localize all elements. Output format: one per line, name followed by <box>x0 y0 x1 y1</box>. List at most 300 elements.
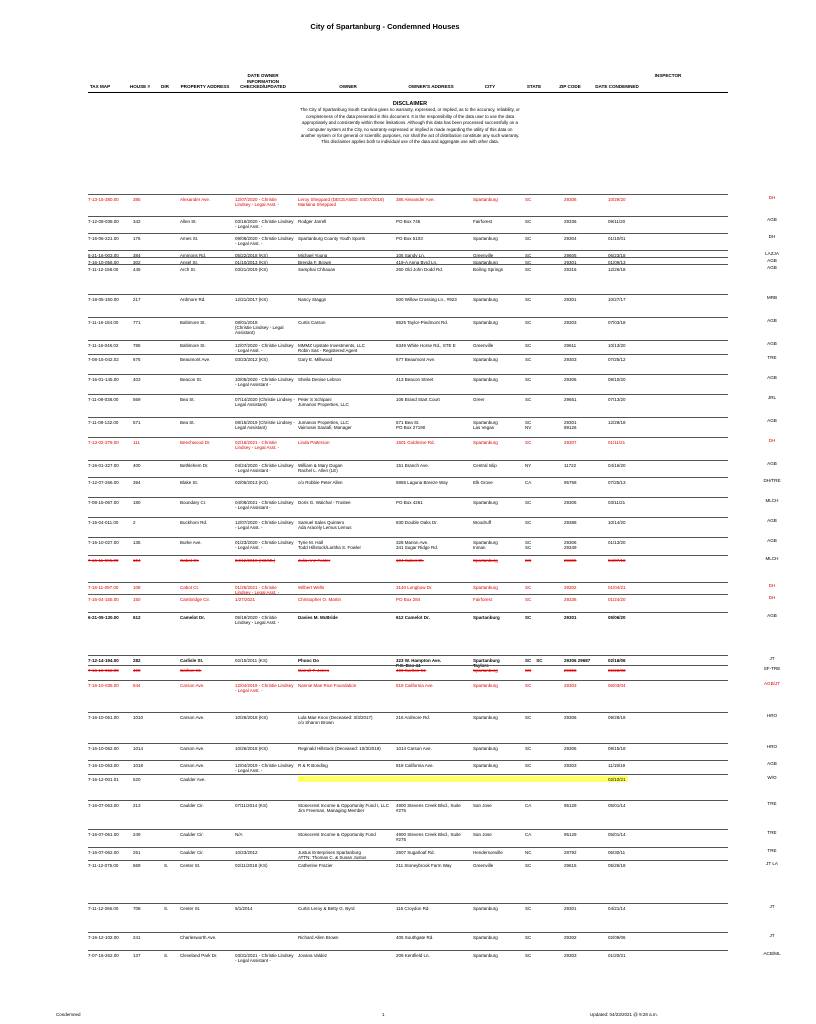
tax-map-cell: 7-16-10-052.00 <box>88 746 119 751</box>
date-condemned-cell: 02/09/06 <box>608 935 626 940</box>
owners-address-cell: 216 Ardmore Rd. <box>396 715 431 720</box>
owner-cell: Richard Allen Brown <box>298 935 339 940</box>
owners-address-cell: 830 Double Oaks Dr. <box>396 520 438 525</box>
date-condemned-cell: 07/03/18 <box>608 320 626 325</box>
zip-cell: 11722 <box>564 463 577 468</box>
row-divider <box>88 903 728 904</box>
date-updated-cell: 5/1/2014 <box>235 906 253 911</box>
property-address-cell: Beaumont Ave. <box>180 357 211 362</box>
zip-cell: 29303 <box>564 320 577 325</box>
inspector-cell: AGB <box>767 375 777 380</box>
property-address-cell: Carson Ave. <box>180 746 205 751</box>
date-condemned-cell: 01/10/01 <box>608 236 626 241</box>
zip-cell: 28792 <box>564 850 577 855</box>
row-divider <box>88 317 728 318</box>
house-cell: 708 <box>133 906 141 911</box>
state-cell: SC <box>525 863 532 868</box>
date-updated-cell: 03/31/2021 - Christie Lindsey - Legal Assistant - <box>235 953 294 964</box>
date-updated-cell: 02/15/2011 (KS) <box>235 658 268 663</box>
row-divider <box>88 712 728 713</box>
owner-cell: c/o Robbie Peter Allen <box>298 480 343 485</box>
owner-cell: Catherine Frazier <box>298 863 333 868</box>
house-cell: 251 <box>133 850 141 855</box>
house-cell: 571 <box>133 420 141 425</box>
date-condemned-cell: 01/09/13 <box>608 260 626 265</box>
property-address-cell: Cambridge Cir. <box>180 597 211 602</box>
owners-address-cell: 5865 Laguna Breeze Way <box>396 480 448 485</box>
property-address-cell: Camelot Dr. <box>180 615 206 620</box>
date-updated-cell: 03/23/2012 (KS) <box>235 357 268 362</box>
zip-cell: 29307 <box>564 440 577 445</box>
state-cell: SC <box>525 953 532 958</box>
property-address-cell: Buckhorn Rd. <box>180 520 208 525</box>
row-divider <box>88 374 728 375</box>
property-address-cell: Burke Ave. <box>180 540 202 545</box>
owner-cell: Wilbert Wells <box>298 585 325 590</box>
zip-cell: 29301 <box>564 615 577 620</box>
date-updated-cell: 03/16/2020 - Christie Lindsey - Legal Asst. - <box>235 219 294 230</box>
owners-address-cell: 4900 Stevens Creek Blvd., Suite #275 <box>396 803 461 814</box>
row-divider <box>88 417 728 418</box>
date-updated-cell: 02/05/2013 (KS) <box>235 480 268 485</box>
city-cell: Central Islip <box>473 463 497 468</box>
date-condemned-cell: 06/23/18 <box>608 253 626 258</box>
owners-address-cell: 328 Marion Ave. 341 Sugar Ridge Rd. <box>396 540 439 551</box>
date-updated-cell: 02/18/2021 - Christie Lindsey - Legal Asst. - <box>235 440 280 451</box>
tax-map-cell: 6-21-16-003.00 <box>88 253 119 258</box>
owners-address-cell: 106 Brand Start Court <box>396 397 440 402</box>
dir-cell: S. <box>164 953 169 958</box>
owner-cell: Curtis Leroy & Betty G. Byrd <box>298 906 355 911</box>
tax-map-cell: 7-16-04-155.00 <box>88 597 119 602</box>
owner-cell: Tyrie M. Hall Todd Hillstock/Laritha S. Fowler <box>298 540 362 551</box>
owner-cell: Spartanburg County Youth Sports <box>298 236 366 241</box>
date-updated-cell: 12/07/2020 - Christie Lindsey - Legal Asst. - <box>235 343 294 354</box>
owners-address-cell: 2507 Sugarloaf Rd. <box>396 850 435 855</box>
inspector-cell: DH/TRE <box>763 478 781 483</box>
state-cell: CA <box>525 803 532 808</box>
owner-cell: William & Mary Dugan Rachel L. Allen (LE) <box>298 463 343 474</box>
date-updated-cell: 10/23/2012 <box>235 850 258 855</box>
owners-address-cell: 260 Old John Dodd Rd. <box>396 267 444 272</box>
owner-cell: Curtis Carson <box>298 320 326 325</box>
city-cell: Greenville <box>473 253 494 258</box>
state-cell: SC <box>525 297 532 302</box>
inspector-cell: AGB <box>767 461 777 466</box>
dir-cell: S. <box>164 906 169 911</box>
row-divider <box>88 477 728 478</box>
tax-map-cell: 7-16-10-051.00 <box>88 715 119 720</box>
owner-cell: Doris G. Walchal - Trustee <box>298 500 351 505</box>
date-updated-cell: 01/25/2021 - Christie Lindsey - Legal Asst. - <box>235 585 280 596</box>
row-divider <box>88 340 728 341</box>
state-cell: NC <box>525 850 532 855</box>
date-updated-cell: 09/08/2020 - Christie Lindsey - Legal Asst. - <box>235 236 294 247</box>
date-condemned-cell: 01/13/20 <box>608 540 626 545</box>
tax-map-cell: 7-16-07-062.00 <box>88 850 119 855</box>
property-address-cell: Boundary Cr. <box>180 500 207 505</box>
date-updated-cell: 1/27/2021 <box>235 597 256 602</box>
owner-cell: MMMZ Upstate Investments, LLC Robin Sas - Registered Agent <box>298 343 366 354</box>
city-cell: Fairforest <box>473 597 493 602</box>
header-owners-address: OWNER'S ADDRESS <box>408 83 454 89</box>
row-divider <box>88 394 728 395</box>
row-divider <box>88 612 728 613</box>
date-updated-cell: 04/08/2021 - Christie Lindsey - Legal Assistant - <box>235 500 294 511</box>
tax-map-cell: 7-16-10-052.00 <box>88 668 119 673</box>
zip-cell: 29304 <box>564 236 577 241</box>
owners-address-cell: 571 Bea St. PO Box 27190 <box>396 420 426 431</box>
zip-cell: 29303 <box>564 763 577 768</box>
zip-cell: 29306 <box>564 746 577 751</box>
state-cell: SC <box>525 668 532 673</box>
property-address-cell: Center St. <box>180 906 201 911</box>
date-updated-cell: 12/04/2019 - Christie Lindsey - Legal Asst. - <box>235 683 294 694</box>
date-condemned-cell: 09/28/18 <box>608 715 626 720</box>
inspector-cell: MLCH <box>765 498 779 503</box>
property-address-cell: Ansel St. <box>180 260 199 265</box>
house-cell: 2 <box>133 520 136 525</box>
owner-cell: Nannie Mae Rice Foundation <box>298 683 357 688</box>
tax-map-cell: 7-11-12-266.00 <box>88 906 119 911</box>
owners-address-cell: 385 Alexander Ave. <box>396 197 435 202</box>
inspector-cell: W/O <box>767 775 777 780</box>
property-address-cell: Baltimore St. <box>180 320 206 325</box>
date-updated-cell: 04/12/2018 (KB/ML) <box>235 558 276 563</box>
property-address-cell: Charlesworth Ave. <box>180 935 217 940</box>
tax-map-cell: 7-08-15-067.00 <box>88 500 119 505</box>
row-divider <box>88 194 728 195</box>
owners-address-cell: 1601 Goldmine Rd. <box>396 440 435 445</box>
city-cell: Spartanburg <box>473 320 498 325</box>
header-tax-map: TAX MAP <box>89 83 111 89</box>
date-condemned-cell: 01/11/21 <box>608 440 626 445</box>
city-cell: Greer <box>473 397 485 402</box>
highlight-bar <box>298 776 628 782</box>
state-cell: SC <box>525 219 532 224</box>
state-cell: SC <box>525 715 532 720</box>
city-cell: Hendersonville <box>473 850 503 855</box>
date-updated-cell: 04/24/2020 - Christie Lindsey - Legal Assistant - <box>235 463 294 474</box>
date-condemned-cell: 05/06/20 <box>608 615 626 620</box>
date-condemned-cell: 12/28/18 <box>608 420 626 425</box>
house-cell: 771 <box>133 320 141 325</box>
city-cell: San Jose <box>473 803 492 808</box>
date-condemned-cell: 05/01/14 <box>608 803 626 808</box>
date-condemned-cell: 12/26/18 <box>608 267 626 272</box>
date-condemned-cell: 09/10/20 <box>608 377 626 382</box>
state-cell: SC <box>525 377 532 382</box>
city-cell: Spartanburg <box>473 377 498 382</box>
row-divider <box>88 582 728 583</box>
city-cell: Spartanburg Taylors <box>473 658 500 669</box>
date-condemned-cell: 04/21/14 <box>608 906 626 911</box>
property-address-cell: Ames St. <box>180 236 199 241</box>
house-cell: 176 <box>133 236 141 241</box>
disclaimer-title: DISCLAIMER <box>392 101 428 107</box>
property-address-cell: Arch St. <box>180 267 197 272</box>
inspector-cell: AGB <box>767 217 777 222</box>
row-divider <box>88 950 728 951</box>
owner-cell: Rodger Jarrell <box>298 219 327 224</box>
inspector-cell: AGB <box>767 538 777 543</box>
footer-updated: Updated: 04/23/2021 @ 9:28 a.m. <box>590 1012 658 1017</box>
state-cell: SC <box>525 763 532 768</box>
date-condemned-cell: 06/30/11 <box>608 850 626 855</box>
state-cell: SC <box>525 906 532 911</box>
state-cell: SC <box>525 260 532 265</box>
owners-address-cell: PO Box 284 <box>396 597 421 602</box>
date-updated-cell: 07/14/2020 (Christie Lindsey - Legal Assistant) <box>235 397 296 408</box>
city-cell: Spartanburg <box>473 953 498 958</box>
tax-map-cell: 7-11-16-046.02 <box>88 343 119 348</box>
date-updated-cell: 01/10/2013 (KS) <box>235 260 268 265</box>
date-updated-cell: 12/07/2020 - Christie Lindsey - Legal Asst. - <box>235 520 294 531</box>
owners-address-cell: 413 Beacon Street <box>396 377 434 382</box>
property-address-cell: Bea St. <box>180 397 195 402</box>
tax-map-cell: 7-11-08-132.00 <box>88 420 119 425</box>
property-address-cell: Carlisle St. <box>180 658 204 663</box>
house-cell: 675 <box>133 357 141 362</box>
zip-cell: 29301 <box>564 906 577 911</box>
owner-cell: Sheila Denise Lebron <box>298 377 342 382</box>
property-address-cell: Allen St. <box>180 219 197 224</box>
property-address-cell: Caulder Ave. <box>180 777 206 782</box>
state-cell: SC <box>525 746 532 751</box>
house-cell: 108 <box>133 585 141 590</box>
zip-cell: 29306 29349 <box>564 540 577 551</box>
property-address-cell: Ardmore Rd. <box>180 297 206 302</box>
property-address-cell: Baltimore St. <box>180 343 206 348</box>
state-cell: SC <box>525 935 532 940</box>
state-cell: SC <box>525 197 532 202</box>
state-cell: SC <box>525 253 532 258</box>
date-condemned-cell: 02/16/06 <box>608 658 626 663</box>
row-divider <box>88 537 728 538</box>
header-date-condemned: DATE CONDEMNED <box>595 83 639 89</box>
house-cell: 445 <box>133 267 141 272</box>
disclaimer <box>300 101 520 146</box>
city-cell: Greenville <box>473 863 494 868</box>
city-cell: Spartanburg <box>473 715 498 720</box>
tax-map-cell: 7-08-15-042.02 <box>88 357 119 362</box>
city-cell: Spartanburg <box>473 357 498 362</box>
zip-cell: 95758 <box>564 480 577 485</box>
date-condemned-cell: 05/01/14 <box>608 832 626 837</box>
property-address-cell: Bea St. <box>180 420 195 425</box>
owner-cell: Stonecrest Income & Opportunity Fund <box>298 832 376 837</box>
property-address-cell: Carlton Ct. <box>180 668 202 673</box>
inspector-cell: AGB <box>767 418 777 423</box>
date-condemned-cell: 05/26/18 <box>608 863 626 868</box>
inspector-cell: TRE <box>767 801 777 806</box>
inspector-cell: DH <box>768 234 776 239</box>
state-cell: SC SC <box>525 540 532 551</box>
inspector-cell: AGB <box>767 518 777 523</box>
row-divider <box>88 829 728 830</box>
owners-address-cell: 323 W. Hampton Ave. P.O. Box 44 <box>396 658 442 669</box>
date-updated-cell: 01/23/2020 - Christie Lindsey - Legal Asst. - <box>235 540 294 551</box>
date-condemned-cell: 10/13/20 <box>608 343 626 348</box>
row-divider <box>88 594 728 595</box>
city-cell: Spartanburg <box>473 440 498 445</box>
row-divider <box>88 250 728 251</box>
inspector-cell: JT LA <box>766 861 778 866</box>
inspector-cell: DH <box>768 595 776 600</box>
owners-address-cell: 211 Stoneybrook Farm Way <box>396 863 452 868</box>
date-updated-cell: 05/19/2020 - Christie Lindsey - Legal Asst. - <box>235 615 280 626</box>
owners-address-cell: 500 Willow Crossing Ln., #923 <box>396 297 457 302</box>
state-cell: SC <box>525 397 532 402</box>
date-updated-cell: 03/21/2019 (KS) <box>235 267 268 272</box>
owner-cell: Lula Mae Knox (Deceased: 3/3/2017) c/o Sharon Brown <box>298 715 373 726</box>
row-divider <box>88 774 728 775</box>
zip-cell: 29388 <box>564 520 577 525</box>
zip-cell: 95129 <box>564 803 577 808</box>
inspector-cell: ACB/ML <box>763 951 781 956</box>
date-condemned-cell: 10/29/20 <box>608 197 626 202</box>
zip-cell: 29303 <box>564 357 577 362</box>
state-cell: SC <box>525 615 532 620</box>
owner-cell: Jumanos Properties, LLC Vaimosei Sautafi, Manager <box>298 420 352 431</box>
tax-map-cell: 7-16-06-221.00 <box>88 236 119 241</box>
tax-map-cell: 7-12-08-038.00 <box>88 219 119 224</box>
property-address-cell: Beechwood Dr. <box>180 440 211 445</box>
row-divider <box>88 216 728 217</box>
house-cell: 135 <box>133 540 141 545</box>
property-address-cell: Caulder Cir. <box>180 803 204 808</box>
property-address-cell: Cabot Ct. <box>180 558 200 563</box>
house-cell: 385 <box>133 197 141 202</box>
house-cell: 844 <box>133 683 141 688</box>
tax-map-cell: 7-16-07-063.00 <box>88 803 119 808</box>
house-cell: 1010 <box>133 715 144 720</box>
header-date-owner: DATE OWNER INFORMATION CHECKED/UPDATED <box>240 73 286 89</box>
house-cell: 249 <box>133 832 141 837</box>
date-updated-cell: 12/21/2017 (KS) <box>235 297 268 302</box>
header-state: STATE <box>526 83 542 89</box>
date-condemned-cell: 06/23/08 <box>608 668 626 673</box>
zip-cell: 29306 <box>564 377 577 382</box>
house-cell: 180 <box>133 500 141 505</box>
city-cell: Spartanburg <box>473 763 498 768</box>
tax-map-cell: 7-18-05-150.00 <box>88 297 119 302</box>
state-cell: SC <box>525 520 532 525</box>
zip-cell: 29615 <box>564 863 577 868</box>
inspector-cell: DH <box>768 583 776 588</box>
header-owner: OWNER <box>339 83 357 89</box>
tax-map-cell: 7-16-10-053.00 <box>88 763 119 768</box>
inspector-cell: HRO <box>766 713 778 718</box>
state-cell: SC <box>525 236 532 241</box>
owners-address-cell: 116 Croydon Rd. <box>396 906 430 911</box>
zip-cell: 29336 <box>564 597 577 602</box>
zip-cell: 29611 <box>564 343 577 348</box>
property-address-cell: Caulder Cir. <box>180 850 204 855</box>
city-cell: Spartanburg <box>473 558 498 563</box>
row-divider <box>88 497 728 498</box>
zip-cell: 29302 <box>564 585 577 590</box>
property-address-cell: Bethlehem Dr. <box>180 463 209 468</box>
city-cell: Boiling Springs <box>473 267 504 272</box>
owner-cell: Christopher O. Martin <box>298 597 342 602</box>
property-address-cell: Cleveland Park Dr. <box>180 953 218 958</box>
owner-cell: Brenda F. Brown <box>298 260 332 265</box>
tax-map-cell: 7-16-12-102.00 <box>88 935 119 940</box>
tax-map-cell: 7-16-10-035.00 <box>88 683 119 688</box>
inspector-cell: TRE <box>767 830 777 835</box>
house-cell: 1014 <box>133 746 144 751</box>
owner-cell: Stonecrest Income & Opportunity Fund I, LLC Jim Freeman, Managing Member <box>298 803 390 814</box>
page-title: City of Spartanburg - Condemned Houses <box>310 22 460 31</box>
row-divider <box>88 860 728 861</box>
owner-cell: Justus Enterprises Spartanburg ATTN: Thomas C. & Susan Justus <box>298 850 367 861</box>
zip-cell: 29336 <box>564 219 577 224</box>
owners-address-cell: 4900 Stevens Creek Blvd., Suite #275 <box>396 832 461 843</box>
owner-cell: R & R Bonding <box>298 763 328 768</box>
property-address-cell: Alexander Ave. <box>180 197 211 202</box>
zip-cell: 29306 29687 <box>564 658 591 663</box>
owner-cell: Leroy Sheppard (DECEASED: 04/07/2018) Marlaina Sheppard <box>298 197 385 208</box>
owner-cell: Peter S Schipani Jumanos Properties, LLC <box>298 397 349 408</box>
zip-cell: 29301 <box>564 260 577 265</box>
house-cell: 520 <box>133 777 141 782</box>
house-cell: 104 <box>133 558 141 563</box>
inspector-cell: JT <box>769 656 775 661</box>
row-divider <box>88 800 728 801</box>
tax-map-cell: 7-12-07-266.00 <box>88 480 119 485</box>
row-divider <box>88 680 728 681</box>
city-cell: Greenville <box>473 343 494 348</box>
state-cell: SC <box>525 440 532 445</box>
footer-page-number: 1 <box>382 1012 385 1017</box>
state-cell: SC <box>525 585 532 590</box>
inspector-cell: SF-TRE <box>763 666 781 671</box>
inspector-cell: AGB <box>767 761 777 766</box>
row-divider <box>88 743 728 744</box>
house-cell: 403 <box>133 377 141 382</box>
zip-cell: 29305 <box>564 500 577 505</box>
date-condemned-cell: 11/19/19 <box>608 763 626 768</box>
date-condemned-cell: 07/25/12 <box>608 357 626 362</box>
owners-address-cell: 818 California Ave. <box>396 683 434 688</box>
city-cell: Elk Grove <box>473 480 493 485</box>
zip-cell: 29651 <box>564 397 577 402</box>
state-cell: CA <box>525 832 532 837</box>
city-cell: Spartanburg Las Vegas <box>473 420 498 431</box>
state-cell: SC <box>525 357 532 362</box>
house-cell: 342 <box>133 219 141 224</box>
tax-map-cell: 7-16-10-056.00 <box>88 260 119 265</box>
date-condemned-cell: 03/11/21 <box>608 500 626 505</box>
row-divider <box>88 665 728 666</box>
house-cell: 384 <box>133 253 141 258</box>
property-address-cell: Carson Ave. <box>180 683 205 688</box>
state-cell: SC <box>525 500 532 505</box>
owners-address-cell: 1014 Carson Ave. <box>396 746 432 751</box>
row-divider <box>88 517 728 518</box>
zip-cell: 29303 <box>564 683 577 688</box>
state-cell: NY <box>525 463 532 468</box>
inspector-cell: JRL <box>767 395 777 400</box>
row-divider <box>88 264 728 265</box>
date-condemned-cell: 10/14/20 <box>608 520 626 525</box>
row-divider <box>88 760 728 761</box>
zip-cell: 29303 <box>564 953 577 958</box>
house-cell: 569 <box>133 397 141 402</box>
inspector-cell: TRE <box>767 848 777 853</box>
inspector-cell: JT <box>769 933 775 938</box>
